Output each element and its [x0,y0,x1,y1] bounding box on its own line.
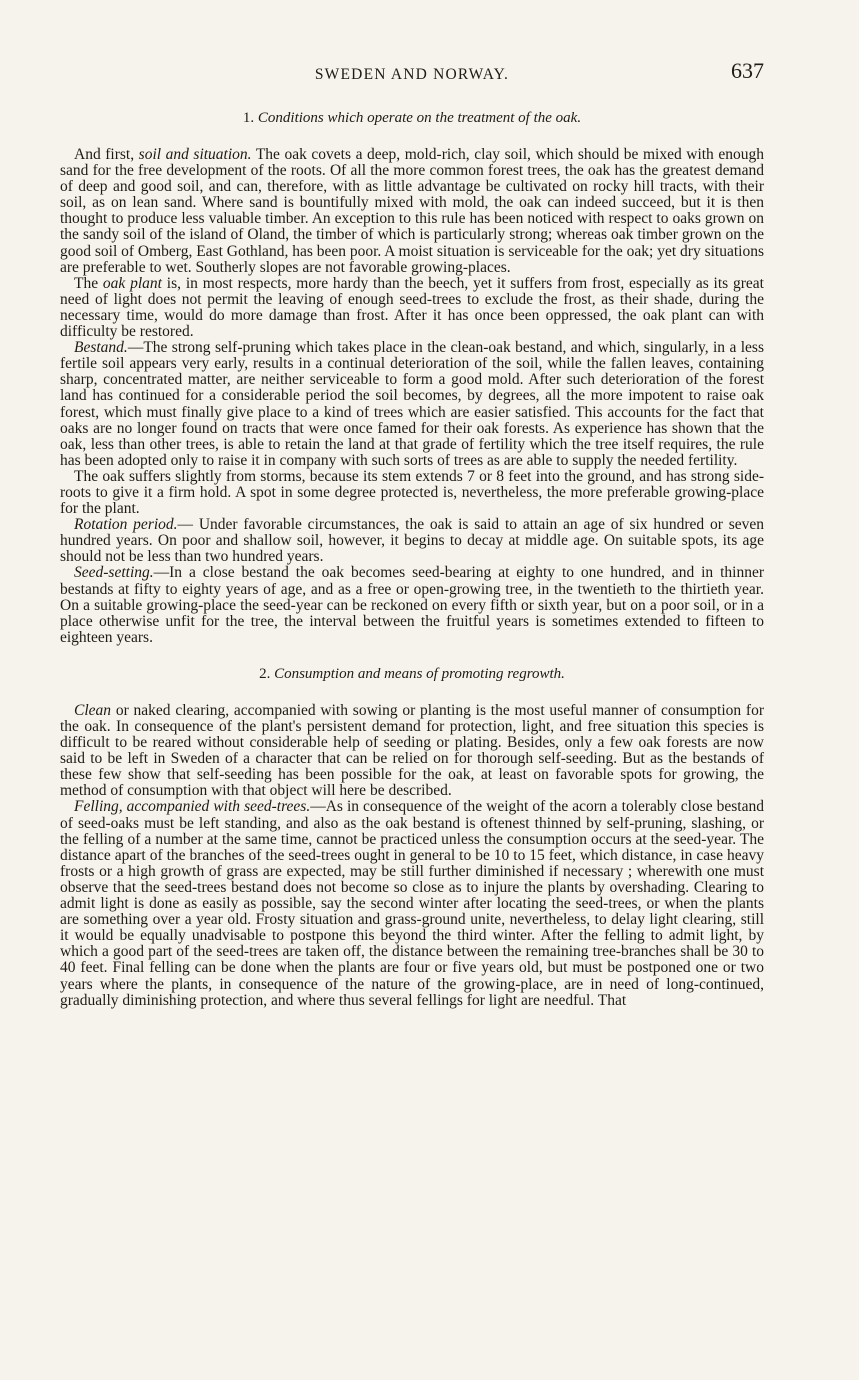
paragraph-bestand: Bestand.—The strong self-pruning which takes place in the clean-oak bestand, and which, singularly, in a less fertile soil appears very early, results in a continual deterioration of the soil, while the fallen leaves, containing sharp, concentrated matter, are neither serviceable to form a good mold. After such deterioration of the forest land has continued for a considerable period the soil becomes, by degrees, all the more impotent to raise oak forest, which must finally give place to a kind of trees which are easier satisfied. This accounts for the fact that oaks are no longer found on tracts that were once famed for their oak forests. As experience has shown that the oak, less than other trees, is able to retain the land at that grade of fertility which the tree itself requires, the rule has been adopted only to raise it in company with such sorts of trees as are able to supply the needed fertility. [60,339,764,469]
page-number: 637 [731,58,764,83]
paragraph-soil: And first, soil and situation. The oak covets a deep, mold-rich, clay soil, which should be mixed with enough sand for the free development of the roots. Of all the more common forest trees, the oak has the greatest demand of deep and good soil, and can, therefore, with as little advantage be cultivated on rocky hill tracts, with their soil, as on lean sand. Where sand is bountifully mixed with mold, the oak can indeed succeed, but it is then thought to produce less valuable timber. An exception to this rule has been noticed with respect to oaks grown on the sandy soil of the island of Oland, the timber of which is particularly strong; whereas oak timber grown on the good soil of Omberg, East Gothland, has been poor. A moist situation is serviceable for the oak; yet dry situations are preferable to wet. Southerly slopes are not favorable growing-places. [60,146,764,276]
section-heading-2 [60,666,764,683]
section-number: 1. [242,110,255,126]
page-header [60,58,764,94]
book-page [60,58,764,1009]
paragraph-oak-plant: The oak plant is, in most respects, more hardy than the beech, yet it suffers from frost, especially as its great need of light does not permit the leaving of enough seed-trees to exclude the frost, as their shade, during the necessary time, would do more damage than frost. After it has once been oppressed, the oak plant can with difficulty be restored. [60,274,764,341]
section-heading-1 [60,110,764,127]
section-title: Conditions which operate on the treatment of the oak. [257,110,582,126]
section-title: Consumption and means of promoting regrowth. [274,665,565,682]
paragraph-felling-seed-trees: Felling, accompanied with seed-trees.—As in consequence of the weight of the acorn a tolerably close bestand of seed-oaks must be left standing, and also as the oak bestand is oftenest thinned by self-pruning, slashing, or the felling of a number at the same time, cannot be practiced unless the consumption occurs at the seed-year. The distance apart of the branches of the seed-trees ought in general to be 10 to 15 feet, which distance, in case heavy frosts or a high growth of grass are expected, may be still further diminished if necessary ; wherewith one must observe that the seed-trees bestand does not become so close as to injure the plants by overshading. Clearing to admit light is done as easily as possible, say the second winter after locating the seed-trees, or when the plants are something over a year old. Frosty situation and grass-ground unite, nevertheless, to delay light clearing, still it would be equally unadvisable to postpone this beyond the third winter. After the felling to admit light, by which a good part of the seed-trees are taken off, the distance between the remaining tree-branches shall be 30 to 40 feet. Final felling can be done when the plants are four or five years old, but must be postponed one or two years where the plants, in consequence of the nature of the growing-place, are in need of long-continued, gradually diminishing protection, and where thus several fellings for light are needful. That [60,798,764,1009]
section-number: 2. [259,665,271,682]
paragraph-storms: The oak suffers slightly from storms, because its stem extends 7 or 8 feet into the ground, and has strong side-roots to give it a firm hold. A spot in some degree protected is, nevertheless, the more preferable growing-place for the plant. [60,467,764,518]
paragraph-rotation-period: Rotation period.— Under favorable circumstances, the oak is said to attain an age of six hundred or seven hundred years. On poor and shallow soil, however, it begins to decay at middle age. On suitable spots, its age should not be less than two hundred years. [60,516,764,566]
running-head: SWEDEN AND NORWAY. [314,66,510,83]
paragraph-clean-clearing: Clean or naked clearing, accompanied with sowing or planting is the most useful manner of consumption for the oak. In consequence of the plant's persistent demand for protection, light, and free situation this species is difficult to be reared without considerable help of seeding or plating. Besides, only a few oak forests are now said to be left in Sweden of a character that can be relied on for thorough self-seeding. But as the bestands of these few show that self-seeding has been possible for the oak, at least on favorable spots for growing, the method of consumption with that object will here be described. [60,701,764,800]
paragraph-seed-setting: Seed-setting.—In a close bestand the oak becomes seed-bearing at eighty to one hundred, and in thinner bestands at fifty to eighty years of age, and as a free or open-growing tree, in the twentieth to the thirtieth year. On a suitable growing-place the seed-year can be reckoned on every fifth or sixth year, but on a poor soil, or in a place otherwise unfit for the tree, the interval between the fruitful years is sometimes extended to fifteen to eighteen years. [60,564,764,646]
